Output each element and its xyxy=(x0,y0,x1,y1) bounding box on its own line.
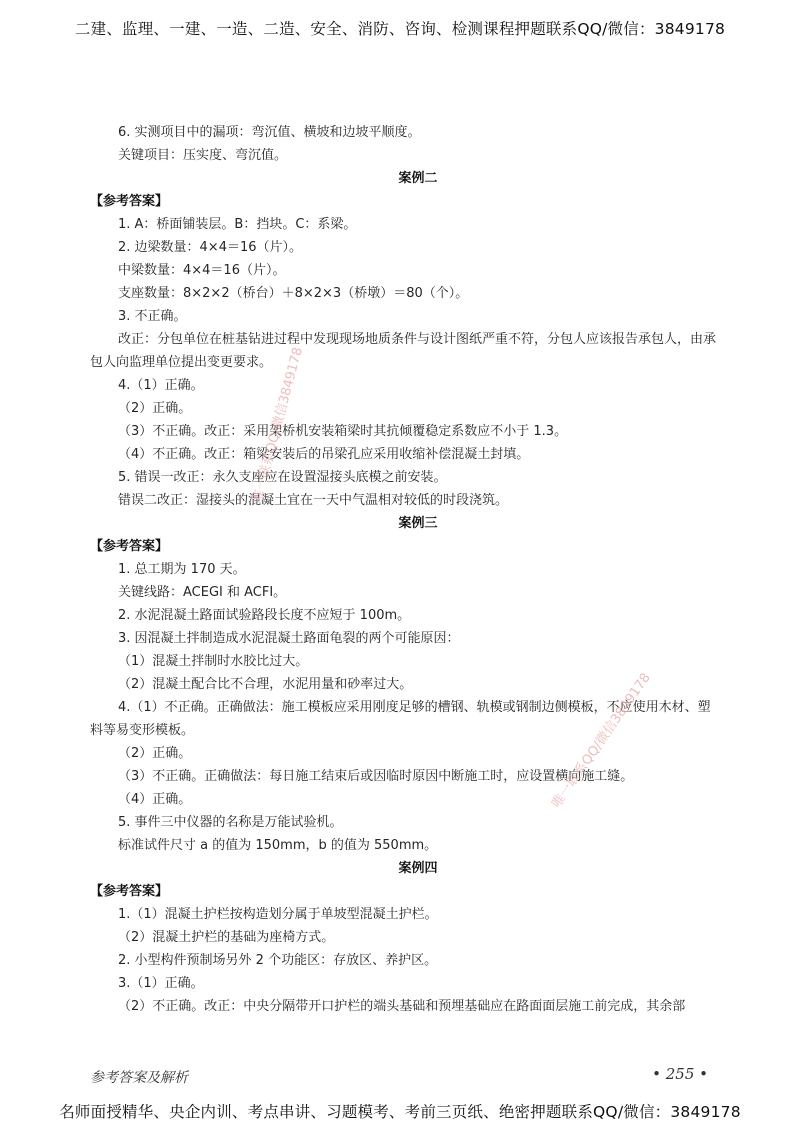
footer-banner: 名师面授精华、央企内训、考点串讲、习题模考、考前三页纸、绝密押题联系QQ/微信：3849178 xyxy=(59,1103,741,1121)
text-line: 5. 事件三中仪器的名称是万能试验机。 xyxy=(118,815,343,830)
text-line: （3）不正确。正确做法：每日施工结束后或因临时原因中断施工时，应设置横向施工缝。 xyxy=(118,769,634,784)
text-line: 标准试件尺寸 a 的值为 150mm，b 的值为 550mm。 xyxy=(118,838,438,853)
text-line: 错误二改正：湿接头的混凝土宜在一天中气温相对较低的时段浇筑。 xyxy=(118,493,509,508)
text-line: 支座数量：8×2×2（桥台）＋8×2×3（桥墩）＝80（个）。 xyxy=(118,286,469,301)
text-line: 中梁数量：4×4＝16（片）。 xyxy=(118,263,286,278)
text-line: 1. A：桥面铺装层。B：挡块。C：系梁。 xyxy=(118,217,357,232)
text-line: （1）混凝土拌制时水胶比过大。 xyxy=(118,654,309,669)
text-line: 2. 边梁数量：4×4＝16（片）。 xyxy=(118,240,303,255)
text-line: （2）混凝土护栏的基础为座椅方式。 xyxy=(118,930,335,945)
text-line: 3. 不正确。 xyxy=(118,309,187,324)
page-number: • 255 • xyxy=(652,1065,708,1083)
text-line: （2）混凝土配合比不合理，水泥用量和砂率过大。 xyxy=(118,677,413,692)
document-body xyxy=(90,121,718,1018)
text-line: （4）正确。 xyxy=(118,792,192,807)
answer-heading: 【参考答案】 xyxy=(90,539,169,554)
text-line: 关键线路：ACEGI 和 ACFI。 xyxy=(118,585,287,600)
section-heading: 案例二 xyxy=(398,171,438,186)
text-line: 1.（1）混凝土护栏按构造划分属于单坡型混凝土护栏。 xyxy=(118,907,438,922)
text-line: （2）不正确。改正：中央分隔带开口护栏的端头基础和预埋基础应在路面面层施工前完成，其余部 xyxy=(118,999,686,1014)
text-line: 4.（1）正确。 xyxy=(118,378,204,393)
text-line: 6. 实测项目中的漏项：弯沉值、横坡和边坡平顺度。 xyxy=(118,125,421,140)
section-heading: 案例三 xyxy=(398,516,438,531)
text-line: 3.（1）正确。 xyxy=(118,976,204,991)
section-heading: 案例四 xyxy=(398,861,438,876)
text-line: （3）不正确。改正：采用架桥机安装箱梁时其抗倾覆稳定系数应不小于 1.3。 xyxy=(118,424,568,439)
watermark: 唯一联系QQ/微信3849178 xyxy=(249,345,306,505)
text-paragraph: 改正：分包单位在桩基钻进过程中发现现场地质条件与设计图纸严重不符，分包人应该报告承包人，由承包人向监理单位提出变更要求。 xyxy=(90,332,717,370)
text-line: （2）正确。 xyxy=(118,746,192,761)
text-line: 5. 错误一改正：永久支座应在设置湿接头底模之前安装。 xyxy=(118,470,447,485)
footer-section-title: 参考答案及解析 xyxy=(90,1070,188,1086)
text-line: 2. 水泥混凝土路面试验路段长度不应短于 100m。 xyxy=(118,608,411,623)
text-line: 1. 总工期为 170 天。 xyxy=(118,562,246,577)
text-paragraph: 4.（1）不正确。正确做法：施工模板应采用刚度足够的槽钢、轨模或钢制边侧模板，不应使用木材、塑料等易变形模板。 xyxy=(90,700,711,738)
header-banner: 二建、监理、一建、一造、二造、安全、消防、咨询、检测课程押题联系QQ/微信：3849178 xyxy=(74,20,726,38)
answer-heading: 【参考答案】 xyxy=(90,194,169,209)
text-line: 关键项目：压实度、弯沉值。 xyxy=(118,148,288,163)
text-line: 2. 小型构件预制场另外 2 个功能区：存放区、养护区。 xyxy=(118,953,438,968)
watermark: 唯一联系QQ/微信3849178 xyxy=(549,670,654,811)
answer-heading: 【参考答案】 xyxy=(90,884,169,899)
text-line: （4）不正确。改正：箱梁安装后的吊梁孔应采用收缩补偿混凝土封填。 xyxy=(118,447,530,462)
text-line: 3. 因混凝土拌制造成水泥混凝土路面龟裂的两个可能原因： xyxy=(118,631,460,646)
text-line: （2）正确。 xyxy=(118,401,192,416)
